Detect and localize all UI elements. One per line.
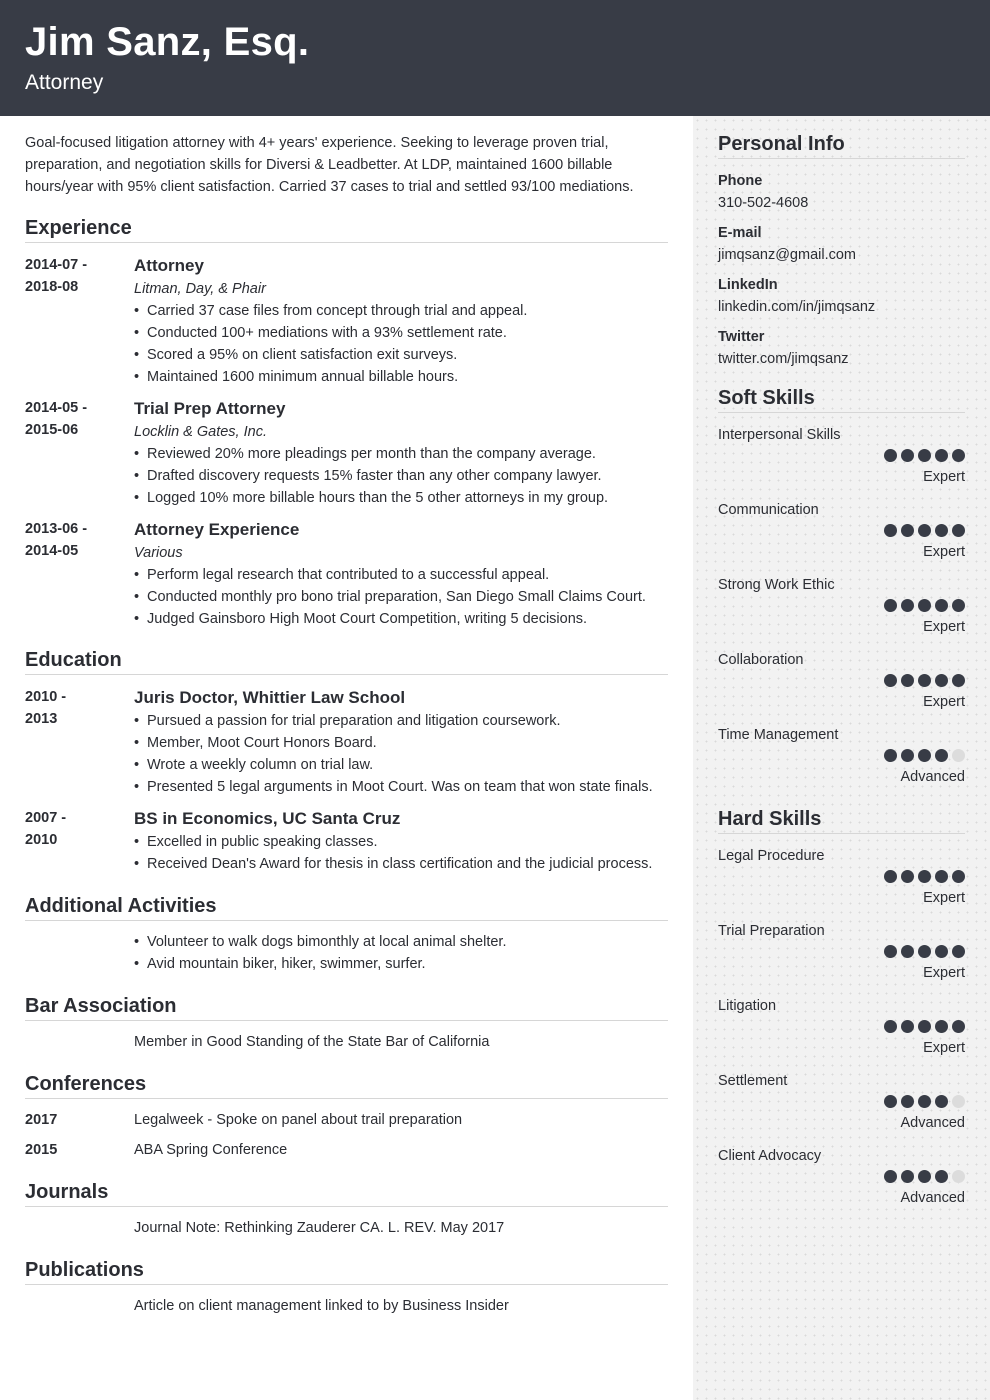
- entry-date: [25, 686, 125, 730]
- job-title: Trial Prep Attorney: [134, 399, 286, 418]
- entry-date: [25, 807, 125, 851]
- rating-dot-filled: [952, 1020, 965, 1033]
- experience-entry: [25, 254, 668, 388]
- rating-dot-filled: [918, 524, 931, 537]
- bullet-item: • Maintained 1600 minimum annual billable hours.: [134, 366, 668, 388]
- rating-dot-filled: [901, 1020, 914, 1033]
- skill-rating-dots: [880, 1170, 965, 1184]
- rating-dot-filled: [901, 524, 914, 537]
- linkedin-label: LinkedIn: [718, 277, 778, 293]
- rating-dot-filled: [901, 599, 914, 612]
- rating-dot-filled: [918, 599, 931, 612]
- degree-title: BS in Economics, UC Santa Cruz: [134, 809, 401, 828]
- soft-skills-section: [718, 387, 965, 799]
- skill-rating-dots: [880, 449, 965, 463]
- rating-dot-filled: [901, 449, 914, 462]
- bullet-item: • Pursued a passion for trial preparation and litigation coursework.: [134, 710, 668, 732]
- bullet-item: • Excelled in public speaking classes.: [134, 831, 668, 853]
- rating-dot-filled: [884, 449, 897, 462]
- bullet-list: [134, 710, 668, 798]
- rating-dot-filled: [935, 449, 948, 462]
- publication-text: Article on client management linked to by Business Insider: [134, 1298, 509, 1314]
- bullet-item: • Presented 5 legal arguments in Moot Court. Was on team that won state finals.: [134, 776, 668, 798]
- skill-level: Expert: [923, 694, 965, 710]
- rating-dot-filled: [884, 870, 897, 883]
- candidate-title: Attorney: [25, 71, 104, 94]
- skill-name: Communication: [718, 502, 819, 518]
- rating-dot-filled: [918, 1170, 931, 1183]
- skill-name: Collaboration: [718, 652, 804, 668]
- rating-dot-filled: [935, 945, 948, 958]
- skill-row: [718, 845, 965, 920]
- conference-entry: [25, 1109, 668, 1131]
- rating-dot-filled: [935, 1095, 948, 1108]
- section-heading: Journals: [25, 1181, 668, 1207]
- education-entry: [25, 807, 668, 875]
- email-label: E-mail: [718, 225, 762, 241]
- section-heading: Soft Skills: [718, 387, 965, 413]
- rating-dot-filled: [884, 945, 897, 958]
- rating-dot-filled: [952, 524, 965, 537]
- skill-level: Expert: [923, 469, 965, 485]
- skill-rating-dots: [880, 870, 965, 884]
- conference-text: ABA Spring Conference: [134, 1142, 288, 1158]
- skill-row: [718, 724, 965, 799]
- bullet-item: • Conducted monthly pro bono trial preparation, San Diego Small Claims Court.: [134, 586, 668, 608]
- bullet-item: • Avid mountain biker, hiker, swimmer, surfer.: [134, 953, 668, 975]
- skill-level: Expert: [923, 544, 965, 560]
- hard-skills-section: [718, 808, 965, 1220]
- date-end: 2014-05: [25, 543, 79, 559]
- phone-label: Phone: [718, 173, 763, 189]
- skill-rating-dots: [880, 749, 965, 763]
- skill-name: Strong Work Ethic: [718, 577, 835, 593]
- skill-level: Advanced: [900, 1190, 965, 1206]
- skill-rating-dots: [880, 1095, 965, 1109]
- experience-entry: [25, 518, 668, 630]
- rating-dot-empty: [952, 1095, 965, 1108]
- bullet-item: • Member, Moot Court Honors Board.: [134, 732, 668, 754]
- rating-dot-filled: [884, 524, 897, 537]
- sidebar: [693, 116, 990, 1400]
- rating-dot-filled: [918, 674, 931, 687]
- rating-dot-filled: [901, 749, 914, 762]
- skill-list: [718, 845, 965, 1220]
- skill-name: Trial Preparation: [718, 923, 825, 939]
- rating-dot-filled: [952, 945, 965, 958]
- skill-rating-dots: [880, 524, 965, 538]
- skill-row: [718, 1070, 965, 1145]
- section-heading: Additional Activities: [25, 895, 668, 921]
- bullet-list: [134, 300, 668, 388]
- rating-dot-filled: [901, 870, 914, 883]
- entry-date: [25, 254, 125, 298]
- summary: Goal-focused litigation attorney with 4+ years' experience. Seeking to leverage proven trial, preparation, and negotiation skills for Diversi & Leadbetter. At LDP, maintained 1600 billable hours/year with 95% client satisfaction. Carried 37 cases to trial and settled 93/100 mediations.: [25, 135, 634, 195]
- bullet-item: • Scored a 95% on client satisfaction exit surveys.: [134, 344, 668, 366]
- skill-row: [718, 995, 965, 1070]
- education-section: [25, 649, 668, 875]
- journals-section: [25, 1181, 668, 1239]
- entry-date: [25, 518, 125, 562]
- rating-dot-filled: [918, 1095, 931, 1108]
- skill-row: [718, 649, 965, 724]
- section-heading: Conferences: [25, 1073, 668, 1099]
- date-start: 2014-05 -: [25, 400, 88, 416]
- experience-entry: [25, 397, 668, 509]
- bullet-item: • Logged 10% more billable hours than the 5 other attorneys in my group.: [134, 487, 668, 509]
- section-heading: Education: [25, 649, 668, 675]
- company-name: Various: [134, 545, 183, 561]
- rating-dot-filled: [918, 945, 931, 958]
- conferences-section: [25, 1073, 668, 1161]
- skill-list: [718, 424, 965, 799]
- skill-name: Settlement: [718, 1073, 788, 1089]
- rating-dot-filled: [901, 674, 914, 687]
- date-start: 2013-06 -: [25, 521, 88, 537]
- rating-dot-empty: [952, 749, 965, 762]
- skill-rating-dots: [880, 674, 965, 688]
- skill-name: Legal Procedure: [718, 848, 825, 864]
- rating-dot-filled: [884, 749, 897, 762]
- rating-dot-filled: [935, 599, 948, 612]
- rating-dot-filled: [901, 1095, 914, 1108]
- bar-association-section: [25, 995, 668, 1053]
- skill-level: Expert: [923, 619, 965, 635]
- bullet-item: • Carried 37 case files from concept through trial and appeal.: [134, 300, 668, 322]
- bullet-list: [134, 443, 668, 509]
- rating-dot-filled: [918, 870, 931, 883]
- rating-dot-filled: [884, 599, 897, 612]
- rating-dot-filled: [884, 674, 897, 687]
- twitter-value[interactable]: twitter.com/jimqsanz: [718, 351, 849, 367]
- rating-dot-filled: [918, 1020, 931, 1033]
- rating-dot-filled: [935, 749, 948, 762]
- bullet-list: [134, 931, 668, 975]
- phone-value: 310-502-4608: [718, 195, 809, 211]
- linkedin-value[interactable]: linkedin.com/in/jimqsanz: [718, 299, 876, 315]
- rating-dot-empty: [952, 1170, 965, 1183]
- rating-dot-filled: [884, 1020, 897, 1033]
- date-start: 2007 -: [25, 810, 67, 826]
- rating-dot-filled: [935, 870, 948, 883]
- section-heading: Hard Skills: [718, 808, 965, 834]
- conference-year: 2017: [25, 1112, 58, 1128]
- main-column: [25, 116, 668, 1317]
- skill-name: Litigation: [718, 998, 777, 1014]
- skill-row: [718, 574, 965, 649]
- skill-row: [718, 499, 965, 574]
- rating-dot-filled: [935, 1020, 948, 1033]
- bullet-list: [134, 831, 668, 875]
- rating-dot-filled: [918, 449, 931, 462]
- section-heading: Bar Association: [25, 995, 668, 1021]
- bullet-item: • Reviewed 20% more pleadings per month than the company average.: [134, 443, 668, 465]
- date-start: 2010 -: [25, 689, 67, 705]
- bullet-item: • Drafted discovery requests 15% faster than any other company lawyer.: [134, 465, 668, 487]
- date-end: 2015-06: [25, 422, 79, 438]
- bullet-item: • Perform legal research that contributed to a successful appeal.: [134, 564, 668, 586]
- date-end: 2010: [25, 832, 58, 848]
- skill-rating-dots: [880, 945, 965, 959]
- rating-dot-filled: [884, 1170, 897, 1183]
- email-value[interactable]: jimqsanz@gmail.com: [718, 247, 857, 263]
- date-end: 2018-08: [25, 279, 79, 295]
- rating-dot-filled: [935, 1170, 948, 1183]
- date-end: 2013: [25, 711, 58, 727]
- bullet-item: • Received Dean's Award for thesis in class certification and the judicial process.: [134, 853, 668, 875]
- rating-dot-filled: [884, 1095, 897, 1108]
- rating-dot-filled: [952, 449, 965, 462]
- conference-entry: [25, 1139, 668, 1161]
- skill-row: [718, 920, 965, 995]
- rating-dot-filled: [918, 749, 931, 762]
- skill-name: Interpersonal Skills: [718, 427, 841, 443]
- education-entry: [25, 686, 668, 798]
- rating-dot-filled: [952, 870, 965, 883]
- skill-row: [718, 424, 965, 499]
- journal-text: Journal Note: Rethinking Zauderer CA. L. REV. May 2017: [134, 1220, 505, 1236]
- conference-text: Legalweek - Spoke on panel about trail preparation: [134, 1112, 463, 1128]
- entry-date: [25, 397, 125, 441]
- rating-dot-filled: [901, 945, 914, 958]
- skill-level: Advanced: [900, 1115, 965, 1131]
- skill-level: Expert: [923, 1040, 965, 1056]
- skill-rating-dots: [880, 599, 965, 613]
- personal-info-section: [718, 133, 965, 370]
- rating-dot-filled: [935, 674, 948, 687]
- degree-title: Juris Doctor, Whittier Law School: [134, 688, 406, 707]
- skill-level: Expert: [923, 890, 965, 906]
- job-title: Attorney Experience: [134, 520, 300, 539]
- rating-dot-filled: [901, 1170, 914, 1183]
- skill-name: Client Advocacy: [718, 1148, 822, 1164]
- conference-year: 2015: [25, 1142, 58, 1158]
- rating-dot-filled: [935, 524, 948, 537]
- experience-section: [25, 217, 668, 630]
- resume-header: [0, 0, 990, 116]
- skill-row: [718, 1145, 965, 1220]
- skill-name: Time Management: [718, 727, 839, 743]
- company-name: Locklin & Gates, Inc.: [134, 424, 267, 440]
- skill-level: Expert: [923, 965, 965, 981]
- company-name: Litman, Day, & Phair: [134, 281, 266, 297]
- twitter-label: Twitter: [718, 329, 765, 345]
- bar-text: Member in Good Standing of the State Bar of California: [134, 1034, 490, 1050]
- date-start: 2014-07 -: [25, 257, 88, 273]
- skill-rating-dots: [880, 1020, 965, 1034]
- publications-section: [25, 1259, 668, 1317]
- bullet-item: • Conducted 100+ mediations with a 93% settlement rate.: [134, 322, 668, 344]
- rating-dot-filled: [952, 674, 965, 687]
- job-title: Attorney: [134, 256, 204, 275]
- section-heading: Personal Info: [718, 133, 965, 159]
- bullet-item: • Judged Gainsboro High Moot Court Competition, writing 5 decisions.: [134, 608, 668, 630]
- bullet-item: • Wrote a weekly column on trial law.: [134, 754, 668, 776]
- bullet-item: • Volunteer to walk dogs bimonthly at local animal shelter.: [134, 931, 668, 953]
- section-heading: Experience: [25, 217, 668, 243]
- candidate-name: Jim Sanz, Esq.: [25, 20, 310, 64]
- activities-section: [25, 895, 668, 975]
- section-heading: Publications: [25, 1259, 668, 1285]
- bullet-list: [134, 564, 668, 630]
- rating-dot-filled: [952, 599, 965, 612]
- skill-level: Advanced: [900, 769, 965, 785]
